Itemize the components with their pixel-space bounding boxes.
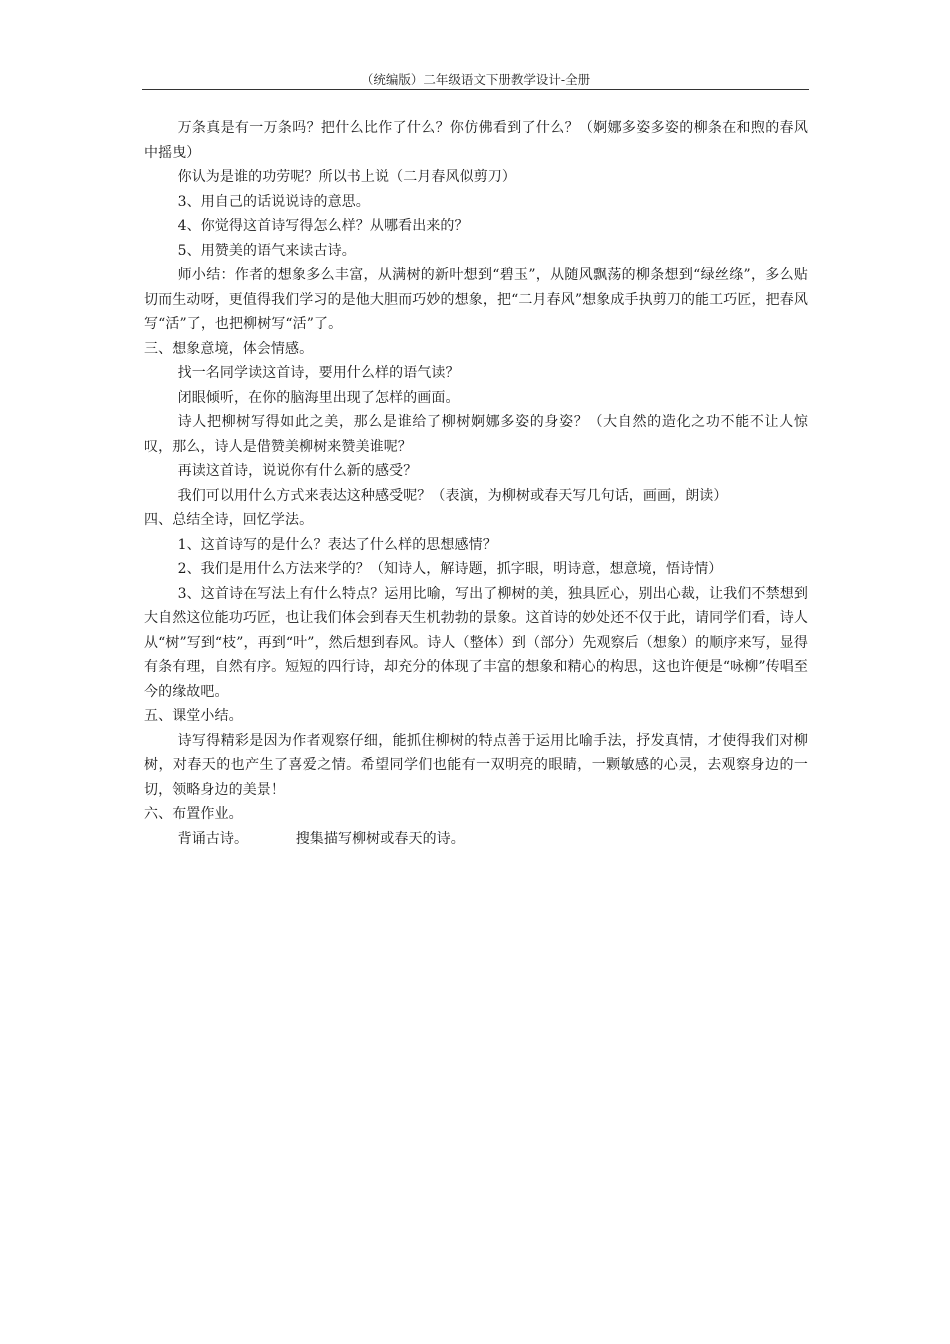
list-item: 4、你觉得这首诗写得怎么样？从哪看出来的？ bbox=[177, 218, 469, 234]
paragraph: 找一名同学读这首诗，要用什么样的语气读？ bbox=[177, 365, 460, 381]
paragraph: 诗人把柳树写得如此之美，那么是谁给了柳树婀娜多姿的身姿？（大自然的造化之功不能不让人惊叹，那么，诗人是借赞美柳树来赞美谁呢？ bbox=[144, 414, 808, 455]
document-body bbox=[144, 116, 808, 851]
paragraph: 诗写得精彩是因为作者观察仔细，能抓住柳树的特点善于运用比喻手法，抒发真情，才使得我们对柳树，对春天的也产生了喜爱之情。希望同学们也能有一双明亮的眼睛，一颗敏感的心灵，去观察身边的一切，领略身边的美景！ bbox=[144, 732, 808, 798]
section-heading-3: 三、想象意境，体会情感。 bbox=[144, 340, 314, 357]
homework-item-recite: 背诵古诗。 bbox=[177, 830, 249, 847]
paragraph: 万条真是有一万条吗？把什么比作了什么？你仿佛看到了什么？（婀娜多姿多姿的柳条在和煦的春风中摇曳） bbox=[144, 120, 808, 161]
homework-item-collect: 搜集描写柳树或春天的诗。 bbox=[295, 830, 465, 847]
paragraph: 你认为是谁的功劳呢？所以书上说（二月春风似剪刀） bbox=[177, 169, 516, 185]
paragraph: 闭眼倾听，在你的脑海里出现了怎样的画面。 bbox=[177, 389, 460, 406]
list-item: 1、这首诗写的是什么？表达了什么样的思想感情？ bbox=[177, 536, 497, 553]
section-heading-6: 六、布置作业。 bbox=[144, 806, 243, 822]
list-item: 5、用赞美的语气来读古诗。 bbox=[177, 242, 356, 259]
list-item: 3、这首诗在写法上有什么特点？运用比喻，写出了柳树的美，独具匠心，别出心裁，让我们不禁想到大自然这位能功巧匠，也让我们体会到春天生机勃勃的景象。这首诗的妙处还不仅于此，请同学们看，诗人从“树”写到“枝”，再到“叶”，然后想到春风。诗人（整体）到（部分）先观察后（想象）的顺序来写，显得有条有理，自然有序。短短的四行诗，却充分的体现了丰富的想象和精心的构思，这也许便是“咏柳”传唱至今的缘故吧。 bbox=[144, 585, 808, 700]
list-item: 3、用自己的话说说诗的意思。 bbox=[177, 193, 370, 210]
teacher-summary: 师小结：作者的想象多么丰富，从满树的新叶想到“碧玉”，从随风飘荡的柳条想到“绿丝绦”，多么贴切而生动呀，更值得我们学习的是他大胆而巧妙的想象，把“二月春风”想象成手执剪刀的能工巧匠，把春风写“活”了，也把柳树写“活”了。 bbox=[144, 267, 808, 332]
paragraph: 我们可以用什么方式来表达这种感受呢？（表演，为柳树或春天写几句话，画画，朗读） bbox=[177, 487, 728, 504]
header-divider bbox=[142, 89, 809, 90]
homework-line bbox=[144, 827, 808, 852]
section-heading-4: 四、总结全诗，回忆学法。 bbox=[144, 512, 314, 528]
paragraph: 再读这首诗，说说你有什么新的感受？ bbox=[177, 463, 418, 479]
page-header: （统编版）二年级语文下册教学设计-全册 bbox=[360, 72, 591, 87]
list-item: 2、我们是用什么方法来学的？（知诗人，解诗题，抓字眼，明诗意，想意境，悟诗情） bbox=[177, 561, 723, 577]
section-heading-5: 五、课堂小结。 bbox=[144, 708, 243, 724]
